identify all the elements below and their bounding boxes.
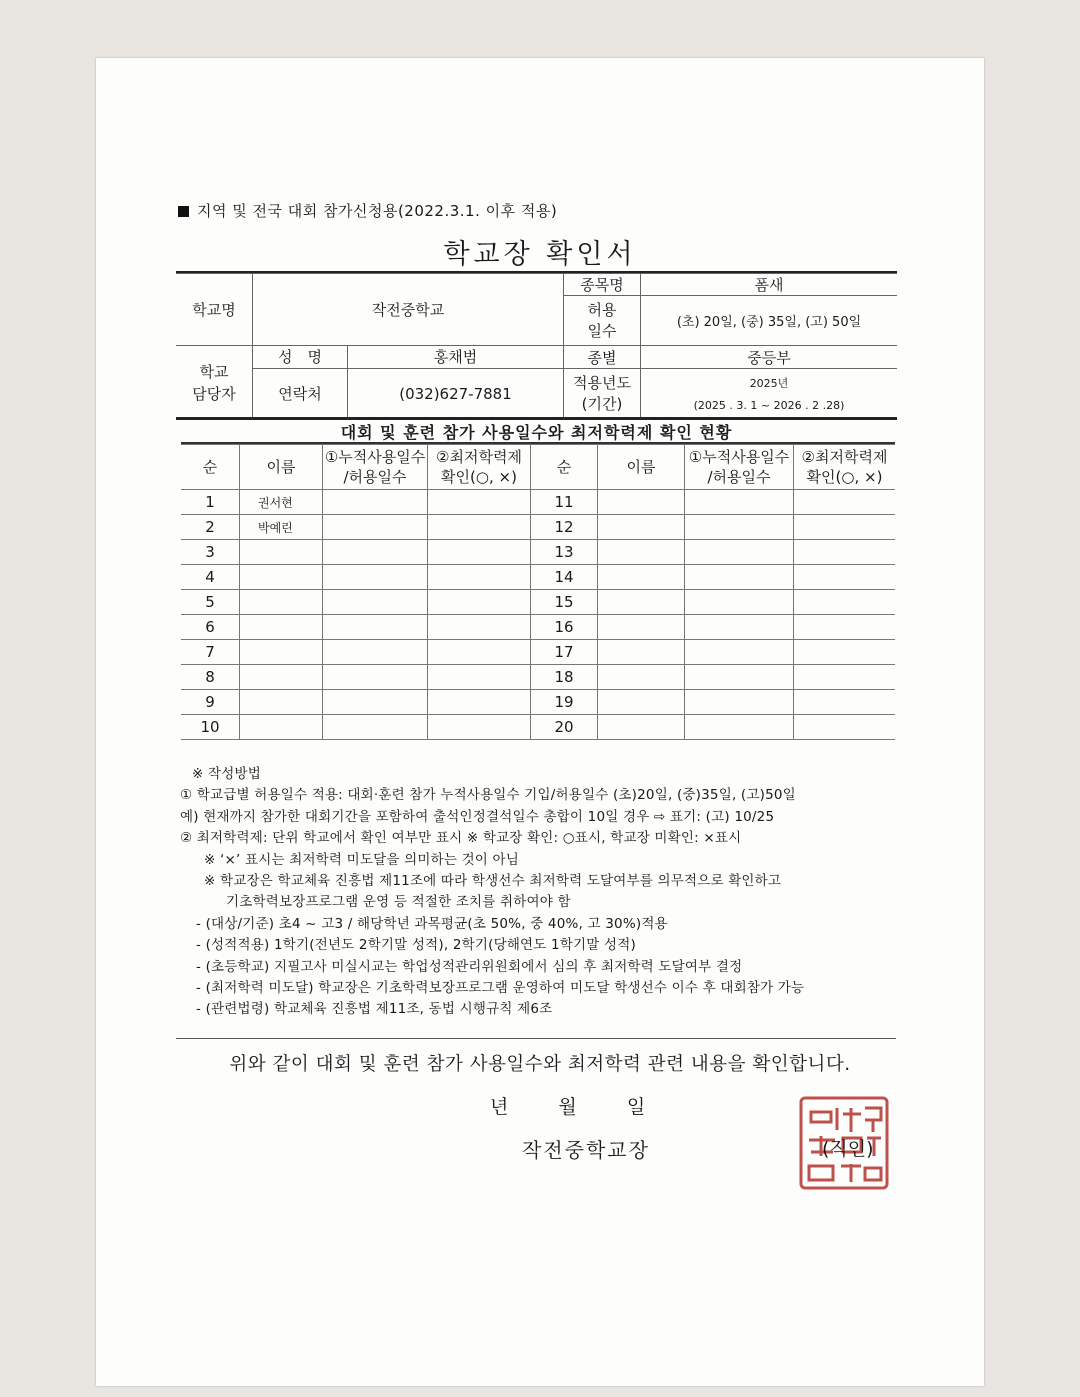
note-line: ※ 학교장은 학교체육 진흥법 제11조에 따라 학생선수 최저학력 도달여부를 의무적으로 확인하고	[204, 873, 782, 890]
row-number: 1	[181, 490, 240, 515]
row-number: 8	[181, 665, 240, 690]
student-name	[598, 540, 685, 565]
student-name: 권서현	[240, 490, 323, 515]
table-row	[181, 615, 895, 640]
row-number: 4	[181, 565, 240, 590]
row-number: 12	[531, 515, 598, 540]
days-cell	[685, 590, 794, 615]
check-cell	[794, 615, 896, 640]
days-cell	[685, 615, 794, 640]
row-number: 10	[181, 715, 240, 740]
school-value: 작전중학교	[253, 274, 564, 346]
allowed-days-value: (초) 20일, (중) 35일, (고) 50일	[641, 296, 898, 346]
official-seal-label: (직인)	[822, 1138, 874, 1160]
row-number: 20	[531, 715, 598, 740]
check-cell	[794, 590, 896, 615]
note-line: - (대상/기준) 초4 ~ 고3 / 해당학년 과목평균(초 50%, 중 40%, 고 30%)적용	[196, 915, 668, 932]
row-number: 2	[181, 515, 240, 540]
footer-divider	[176, 1038, 896, 1039]
check-cell	[794, 715, 896, 740]
student-name	[598, 515, 685, 540]
day-label: 일	[626, 1096, 646, 1118]
student-name	[240, 640, 323, 665]
date-line	[490, 1092, 645, 1119]
year-value: 2025년	[749, 377, 789, 390]
note-line: - (최저학력 미도달) 학교장은 기초학력보장프로그램 운영하여 미도달 학생선수 이수 후 대회참가 가능	[196, 980, 805, 997]
check-cell	[794, 690, 896, 715]
days-cell	[323, 540, 428, 565]
col-name-right: 이름	[598, 445, 685, 490]
note-line: ② 최저학력제: 단위 학교에서 확인 여부만 표시 ※ 학교장 확인: ○표시, 학교장 미확인: ×표시	[180, 830, 742, 847]
table-row	[181, 590, 895, 615]
note-line: 기초학력보장프로그램 운영 등 적절한 조치를 취하여야 함	[226, 894, 571, 911]
document-title: 학교장 확인서	[443, 239, 637, 270]
check-cell	[428, 690, 531, 715]
days-cell	[685, 640, 794, 665]
table-row	[181, 640, 895, 665]
student-name	[598, 640, 685, 665]
table-row	[181, 490, 895, 515]
days-cell	[323, 640, 428, 665]
student-name	[240, 665, 323, 690]
school-label: 학교명	[176, 274, 253, 346]
check-cell	[428, 615, 531, 640]
year-label: 년	[490, 1096, 509, 1118]
principal-name: 작전중학교장	[522, 1138, 650, 1162]
notes-heading: ※ 작성방법	[192, 766, 261, 782]
row-number: 9	[181, 690, 240, 715]
row-number: 19	[531, 690, 598, 715]
note-line: 예) 현재까지 참가한 대회기간을 포함하여 출석인정결석일수 총합이 10일 경우 ⇨ 표기: (고) 10/25	[180, 808, 775, 825]
col-no-left: 순	[181, 445, 240, 490]
confirmation-statement: 위와 같이 대회 및 훈련 참가 사용일수와 최저학력 관련 내용을 확인합니다.	[229, 1054, 851, 1075]
records-section-title: 대회 및 훈련 참가 사용일수와 최저학력제 확인 현황	[340, 423, 733, 442]
check-cell	[794, 515, 896, 540]
application-notice: 지역 및 전국 대회 참가신청용(2022.3.1. 이후 적용)	[178, 200, 557, 221]
event-value: 폼새	[641, 274, 898, 296]
row-number: 11	[531, 490, 598, 515]
month-label: 월	[558, 1096, 577, 1118]
row-number: 7	[181, 640, 240, 665]
days-cell	[685, 665, 794, 690]
event-label: 종목명	[564, 274, 641, 296]
check-cell	[428, 490, 531, 515]
table-row	[181, 515, 895, 540]
student-name	[598, 665, 685, 690]
row-number: 14	[531, 565, 598, 590]
student-name	[240, 615, 323, 640]
row-number: 6	[181, 615, 240, 640]
check-cell	[794, 565, 896, 590]
check-cell	[794, 665, 896, 690]
col-check-left: ②최저학력제 확인(○, ×)	[428, 445, 531, 490]
note-line: - (성적적용) 1학기(전년도 2학기말 성적), 2학기(당해연도 1학기말 성적)	[196, 937, 636, 954]
row-number: 3	[181, 540, 240, 565]
year-value-cell	[641, 369, 898, 420]
row-number: 13	[531, 540, 598, 565]
days-cell	[323, 590, 428, 615]
days-cell	[323, 490, 428, 515]
table-row	[181, 565, 895, 590]
check-cell	[428, 515, 531, 540]
row-number: 5	[181, 590, 240, 615]
days-cell	[323, 565, 428, 590]
student-name	[240, 690, 323, 715]
year-label: 적용년도 (기간)	[564, 369, 641, 420]
check-cell	[428, 565, 531, 590]
check-cell	[428, 540, 531, 565]
days-cell	[323, 665, 428, 690]
table-row	[181, 715, 895, 740]
col-days-left: ①누적사용일수 /허용일수	[323, 445, 428, 490]
info-table	[176, 273, 897, 420]
records-table	[181, 444, 895, 740]
student-name	[598, 590, 685, 615]
note-line: - (관련법령) 학교체육 진흥법 제11조, 동법 시행규칙 제6조	[196, 1001, 553, 1018]
row-number: 15	[531, 590, 598, 615]
student-name	[598, 615, 685, 640]
days-cell	[685, 540, 794, 565]
student-name	[240, 540, 323, 565]
table-row	[181, 540, 895, 565]
note-line: ※ ‘×’ 표시는 최저학력 미도달을 의미하는 것이 아님	[204, 851, 520, 868]
days-cell	[323, 515, 428, 540]
days-cell	[323, 690, 428, 715]
days-cell	[323, 615, 428, 640]
days-cell	[685, 565, 794, 590]
contact-value: (032)627-7881	[399, 385, 512, 403]
days-cell	[685, 490, 794, 515]
square-bullet-icon	[178, 206, 189, 217]
student-name	[598, 490, 685, 515]
period-value: (2025 . 3. 1 ~ 2026 . 2 .28)	[693, 399, 845, 412]
note-line: - (초등학교) 지필고사 미실시교는 학업성적관리위원회에서 심의 후 최저학력 도달여부 결정	[196, 958, 743, 975]
check-cell	[428, 665, 531, 690]
col-days-right: ①누적사용일수 /허용일수	[685, 445, 794, 490]
days-cell	[685, 690, 794, 715]
col-name-left: 이름	[240, 445, 323, 490]
check-cell	[794, 490, 896, 515]
col-no-right: 순	[531, 445, 598, 490]
allowed-days-label: 허용 일수	[564, 296, 641, 346]
days-cell	[685, 715, 794, 740]
staff-label: 학교 담당자	[176, 346, 253, 420]
name-value: 홍채범	[433, 348, 478, 366]
student-name	[598, 565, 685, 590]
table-row	[181, 690, 895, 715]
contact-label: 연락처	[253, 369, 348, 419]
check-cell	[428, 715, 531, 740]
table-row	[181, 665, 895, 690]
category-label: 종별	[564, 346, 641, 369]
check-cell	[794, 640, 896, 665]
check-cell	[794, 540, 896, 565]
row-number: 18	[531, 665, 598, 690]
student-name	[240, 565, 323, 590]
writing-instructions	[180, 764, 904, 1021]
row-number: 16	[531, 615, 598, 640]
student-name: 박예린	[240, 515, 323, 540]
student-name	[598, 690, 685, 715]
category-value: 중등부	[641, 346, 898, 369]
student-name	[240, 715, 323, 740]
check-cell	[428, 640, 531, 665]
contact-cell	[253, 369, 564, 420]
col-check-right: ②최저학력제 확인(○, ×)	[794, 445, 896, 490]
row-number: 17	[531, 640, 598, 665]
note-line: ① 학교급별 허용일수 적용: 대회·훈련 참가 누적사용일수 기입/허용일수 (초)20일, (중)35일, (고)50일	[180, 787, 796, 804]
student-name	[598, 715, 685, 740]
student-name	[240, 590, 323, 615]
name-cell	[253, 346, 564, 369]
days-cell	[323, 715, 428, 740]
name-label: 성 명	[253, 346, 348, 368]
days-cell	[685, 515, 794, 540]
check-cell	[428, 590, 531, 615]
